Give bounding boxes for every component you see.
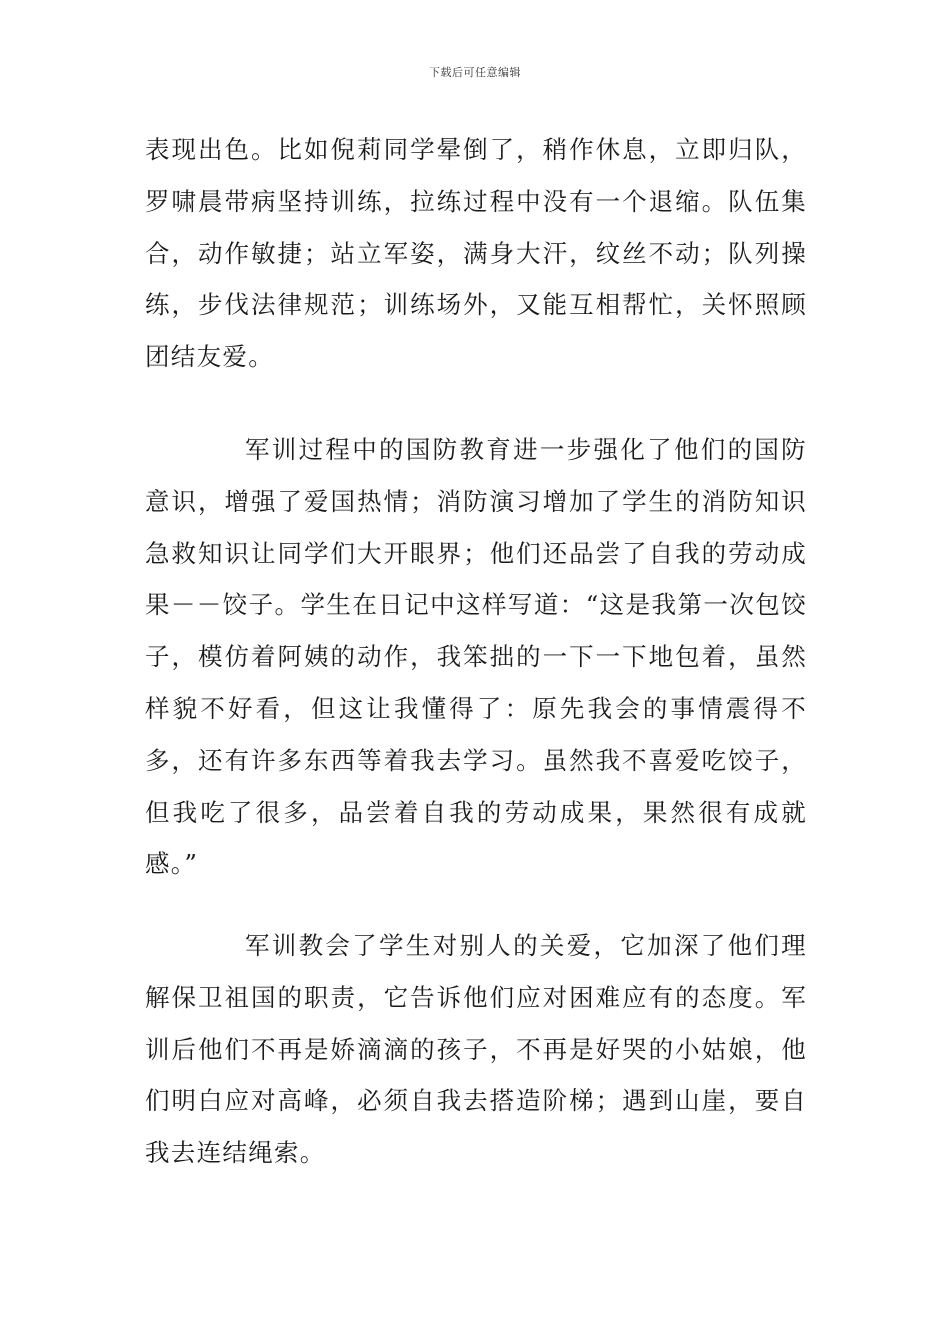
paragraph-3: 军训教会了学生对别人的关爱，它加深了他们理解保卫祖国的职责，它告诉他们应对困难应有的态度。军训后他们不再是娇滴滴的孩子，不再是好哭的小姑娘，他们明白应对高峰，必须自我去搭造阶梯；遇到山崖，要自我去连结绳索。: [145, 931, 807, 1168]
page-header: 下载后可任意编辑: [429, 66, 521, 79]
paragraph-1: 表现出色。比如倪莉同学晕倒了，稍作休息，立即归队，罗啸晨带病坚持训练，拉练过程中没有一个退缩。队伍集合，动作敏捷；站立军姿，满身大汗，纹丝不动；队列操练，步伐法律规范；训练场外，又能互相帮忙，关怀照顾团结友爱。: [145, 135, 807, 372]
paragraph-2: 军训过程中的国防教育进一步强化了他们的国防意识，增强了爱国热情；消防演习增加了学生的消防知识急救知识让同学们大开眼界；他们还品尝了自我的劳动成果－－饺子。学生在日记中这样写道：“这是我第一次包饺子，模仿着阿姨的动作，我笨拙的一下一下地包着，虽然样貌不好看，但这让我懂得了：原先我会的事情震得不多，还有许多东西等着我去学习。虽然我不喜爱吃饺子，但我吃了很多，品尝着自我的劳动成果，果然很有成就感。”: [145, 435, 807, 879]
